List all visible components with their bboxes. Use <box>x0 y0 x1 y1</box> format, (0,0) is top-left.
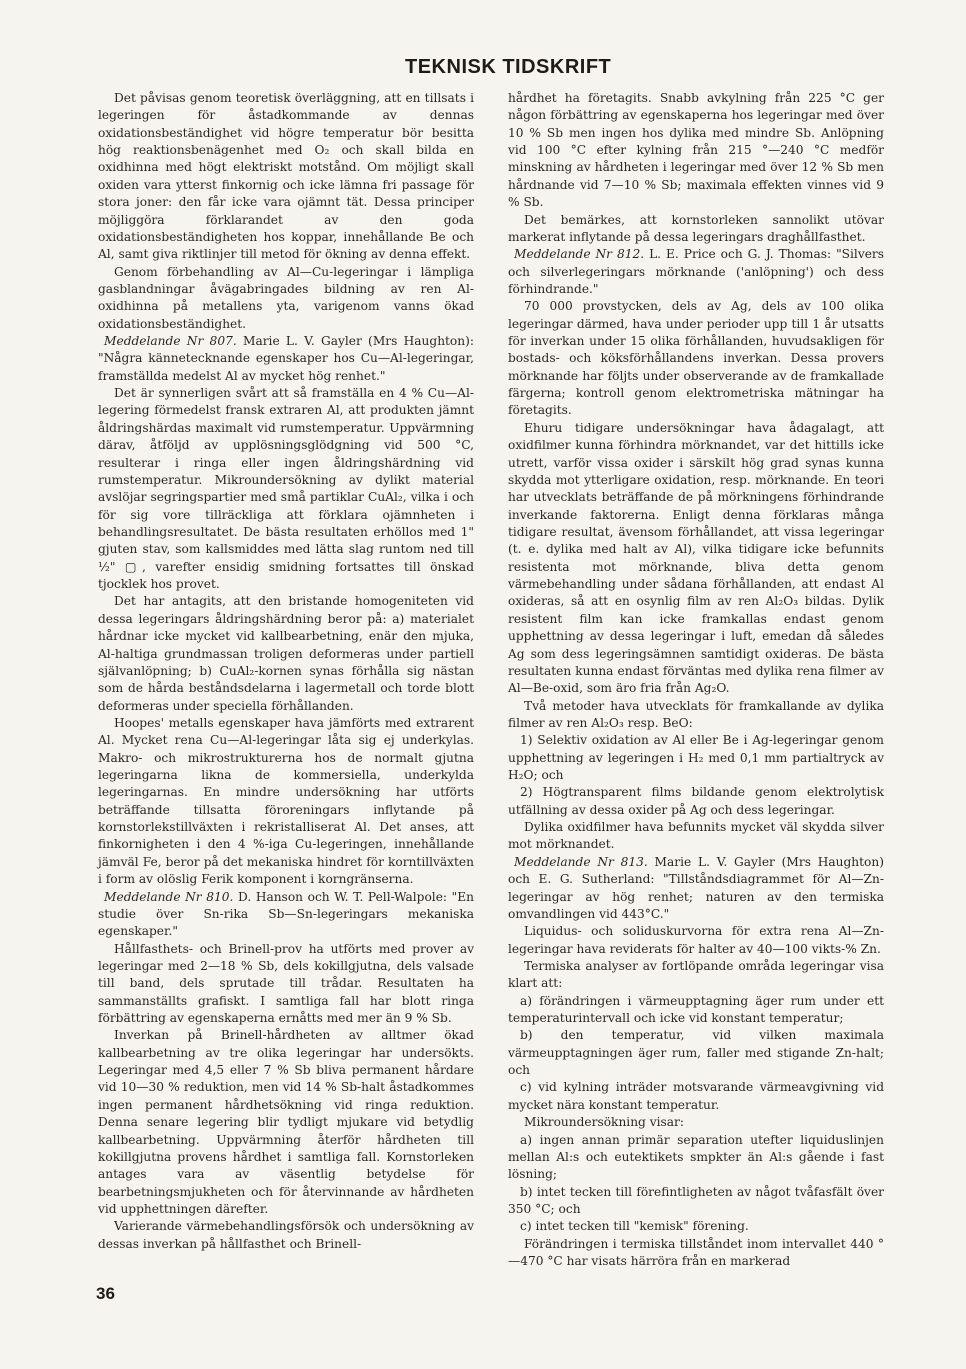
paragraph-text: hårdhet ha företagits. Snabb avkylning från 225 °C ger någon förbättring av egenskaperna hos legeringar med över 10 % Sb men ingen hos dylika med mindre Sb. Anlöpning vid 100 °C efter kylning från 215 °—240 °C medför minskning av hårdheten i legeringar med över 12 % Sb men hårdnande vid 7—10 % Sb; maximala effekten vinnes vid 9 % Sb. <box>508 91 884 210</box>
paragraph <box>98 941 474 1028</box>
list-item <box>508 1079 884 1114</box>
paragraph-text: Genom förbehandling av Al—Cu-legeringar i lämpliga gasblandningar åvägabringades bildning av ren Al-oxidhinna på metallens yta, varigenom vanns ökad oxidationsbeständighet. <box>98 264 474 331</box>
paragraph-text: 1) Selektiv oxidation av Al eller Be i Ag-legeringar genom upphettning av legeringen i H₂ med 0,1 mm partialtryck av H₂O; och <box>508 733 884 783</box>
paragraph-text: Två metoder hava utvecklats för framkallande av dylika filmer av ren Al₂O₃ resp. BeO: <box>508 698 884 730</box>
paragraph-text: Dylika oxidfilmer hava befunnits mycket väl skydda silver mot mörknandet. <box>508 820 884 852</box>
paragraph-text: Termiska analyser av fortlöpande områda legeringar visa klart att: <box>508 958 884 991</box>
paragraph-text: 70 000 provstycken, dels av Ag, dels av 100 olika legeringar därmed, hava under perioder upp till 1 år utsatts för inverkan under 15 olika förhållanden, huvudsakligen för bostads- och köksförhållandens inverkan. Dessa provers mörknande har följts under observerande av de framkallade färgerna; kontroll genom elektrometriska mätningar ha företagits. <box>508 299 884 418</box>
paragraph <box>508 1114 884 1131</box>
reference-paragraph <box>508 246 884 298</box>
paragraph-text: Liquidus- och soliduskurvorna för extra rena Al—Zn-legeringar hava reviderats för halter av 40—100 vikts-% Zn. <box>508 924 884 956</box>
paragraph-text: Det påvisas genom teoretisk överläggning, att en tillsats i legeringen för åstadkommande av dennas oxidationsbeständighet vid högre temperatur bör besitta hög reaktionsbenägenhet med O₂ och skall bilda en oxidhinna med högt elektriskt motstånd. Om möjligt skall oxiden vara ytterst finkornig och icke lämna fri passage för stora joner: den får icke vara ojämnt tät. Dessa principer möjliggöra förklarandet av den goda oxidationsbeständigheten hos koppar, innehållande Be och Al, samt giva riktlinjer till metod för ökning av denna effekt. <box>98 91 474 262</box>
paragraph <box>508 923 884 958</box>
paragraph-text: Hoopes' metalls egenskaper hava jämförts med extrarent Al. Mycket rena Cu—Al-legeringar låta sig ej underkylas. Makro- och mikrostrukturerna hos de normalt gjutna legeringarna likna de kommersiella, underkylda legeringarnas. En mindre undersökning har utförts beträffande tillsatta föroreningars inflytande på kornstorlekstillväxten i rekristalliserat Al. Det anses, att finkornigheten i den 4 %-iga Cu-legeringen, innehållande jämväl Fe, beror på det mekaniska hindret för korntillväxten i form av olöslig Ferik komponent i korngränserna. <box>98 715 474 887</box>
list-item <box>508 1027 884 1079</box>
paragraph-text: Varierande värmebehandlingsförsök och undersökning av dessas inverkan på hållfasthet och Brinell- <box>98 1219 474 1251</box>
paragraph-text: a) ingen annan primär separation utefter liquiduslinjen mellan Al:s och eutektikets smpkter än Al:s gående i fast lösning; <box>508 1132 884 1182</box>
paragraph-text: Mikroundersökning visar: <box>524 1115 684 1130</box>
paragraph <box>508 1236 884 1271</box>
paragraph <box>98 715 474 889</box>
paragraph <box>98 385 474 593</box>
paragraph-text: Hållfasthets- och Brinell-prov ha utförts med prover av legeringar med 2—18 % Sb, dels kokillgjutna, dels valsade till band, dels sprutade till trådar. Resultaten ha sammanställts grafiskt. I samtliga fall har blott ringa förbättring av egenskaperna ernåtts med mer än 9 % Sb. <box>98 941 474 1026</box>
paragraph <box>508 420 884 698</box>
meddelande-ref: Meddelande Nr 810. <box>104 889 234 904</box>
paragraph-text: Marie L. V. Gayler (Mrs Haughton): "Några kännetecknande egenskaper hos Cu—Al-legeringar, framställda medelst Al av mycket hög renhet." <box>98 334 474 383</box>
paragraph <box>98 593 474 715</box>
paragraph-text: c) intet tecken till "kemisk" förening. <box>520 1219 749 1234</box>
paragraph-text: 2) Högtransparent films bildande genom elektrolytisk utfällning av dessa oxider på Ag och dess legeringar. <box>508 785 884 817</box>
left-column <box>98 90 474 1253</box>
list-item <box>508 1218 884 1235</box>
paragraph-text: b) intet tecken till förefintligheten av något tvåfasfält över 350 °C; och <box>508 1184 884 1216</box>
paragraph <box>508 90 884 212</box>
paragraph-text: a) förändringen i värmeupptagning äger rum under ett temperaturintervall och icke vid konstant temperatur; <box>508 993 884 1026</box>
paragraph-text: Det har antagits, att den bristande homogeniteten vid dessa legeringars åldringshärdning beror på: a) materialet hårdnar icke mycket vid kallbearbetning, enär den mjuka, Al-haltiga grundmassan troligen deformeras under partiell självanlöpning; b) CuAl₂-kornen synas förhålla sig nästan som de hårda beståndsdelarna i lagermetall och torde blott deformeras under speciella förhållanden. <box>98 594 474 713</box>
paragraph-text: Förändringen i termiska tillståndet inom intervallet 440 °—470 °C har visats härröra från en markerad <box>508 1236 884 1269</box>
paragraph <box>98 1027 474 1218</box>
paragraph <box>98 264 474 333</box>
paragraph <box>98 1218 474 1253</box>
list-item <box>508 784 884 819</box>
paragraph-text: Marie L. V. Gayler (Mrs Haughton) och E. G. Sutherland: "Tillståndsdiagrammet för Al—Zn-legeringar av hög renhet; naturen av den termiska omvandlingen vid 443°C." <box>508 854 884 921</box>
paragraph-text: L. E. Price och G. J. Thomas: "Silvers och silverlegeringars mörknande ('anlöpning') och dess förhindrande." <box>508 247 884 296</box>
list-item <box>508 993 884 1028</box>
paragraph-text: Inverkan på Brinell-hårdheten av alltmer ökad kallbearbetning av tre olika legeringar har undersökts. Legeringar med 4,5 eller 7 % Sb bliva permanent hårdare vid 10—30 % reduktion, men vid 14 % Sb-halt åstadkommes ingen permanent hårdhetsökning vid ringa reduktion. Denna senare legering blir tydligt mjukare vid betydlig kallbearbetning. Uppvärmning återför hårdheten till kokillgjutna provens hårdhet i samtliga fall. Kornstorleken antages vara av väsentlig betydelse för bearbetningsmjukheten och för återvinnande av hårdheten vid upphettningen därefter. <box>98 1028 474 1216</box>
paragraph-text: Det bemärkes, att kornstorleken sannolikt utövar markerat inflytande på dessa legeringars draghållfasthet. <box>508 212 884 244</box>
paragraph-text: D. Hanson och W. T. Pell-Walpole: "En studie över Sn-rika Sb—Sn-legeringars mekaniska egenskaper." <box>98 889 474 939</box>
paragraph <box>508 698 884 733</box>
paragraph <box>508 819 884 854</box>
paragraph <box>508 298 884 420</box>
paragraph <box>98 90 474 264</box>
paragraph <box>508 212 884 247</box>
paragraph-text: b) den temperatur, vid vilken maximala värmeupptagningen äger rum, faller med stigande Zn-halt; och <box>508 1028 884 1078</box>
reference-paragraph <box>98 333 474 385</box>
journal-title: TEKNISK TIDSKRIFT <box>405 56 612 78</box>
meddelande-ref: Meddelande Nr 813. <box>514 854 648 869</box>
reference-paragraph <box>98 889 474 941</box>
meddelande-ref: Meddelande Nr 812. <box>514 247 645 262</box>
paragraph-text: c) vid kylning inträder motsvarande värmeavgivning vid mycket nära konstant temperatur. <box>508 1080 884 1112</box>
page-number: 36 <box>96 1284 115 1303</box>
meddelande-ref: Meddelande Nr 807. <box>104 334 237 349</box>
list-item <box>508 732 884 784</box>
right-column <box>508 90 884 1270</box>
paragraph-text: Ehuru tidigare undersökningar hava ådagalagt, att oxidfilmer kunna förhindra mörknandet, var det hittills icke utrett, varför vissa oxider i särskilt hög grad synas kunna skydda mot ytterligare oxidation, resp. mörknande. En teori har utvecklats beträffande de på mörkningens förhindrande inverkande faktorerna. Enligt denna förklaras många tidigare resultat, ävensom förhållandet, att vissa legeringar (t. e. dylika med halt av Al), vilka tidigare icke befunnits resistenta mot mörknande, bliva detta genom värmebehandling under sådana förhållanden, att endast Al oxideras, så att en osynlig film av ren Al₂O₃ bildas. Dylik resistent film kan icke framkallas endast genom upphettning av dessa legeringar i luft, emedan då således Ag som dess legeringsämnen samtidigt oxideras. De bästa resultaten kunna endast förväntas med dylika rena filmer av Al—Be-oxid, som äro fria från Ag₂O. <box>508 420 884 696</box>
paragraph-text: Det är synnerligen svårt att så framställa en 4 % Cu—Al-legering förmedelst fransk extraren Al, att produkten jämnt åldringshärdas maximalt vid rumstemperatur. Uppvärmning därav, åtföljd av upplösningsglödgning vid 500 °C, resulterar i ringa eller ingen åldringshärdning vid rumstemperatur. Mikroundersökning av dylikt material avslöjar segringspartier med små partiklar CuAl₂, vilka i och för sig vore tillräckliga att förklara ojämnheten i behandlingsresultatet. De bästa resultaten erhöllos med 1" gjuten stav, som kallsmiddes med lätta slag runtom ned till ½" ▢, varefter ensidig smidning fortsattes till önskad tjocklek hos provet. <box>98 386 474 592</box>
reference-paragraph <box>508 854 884 923</box>
list-item <box>508 1132 884 1184</box>
list-item <box>508 1184 884 1219</box>
paragraph <box>508 958 884 993</box>
